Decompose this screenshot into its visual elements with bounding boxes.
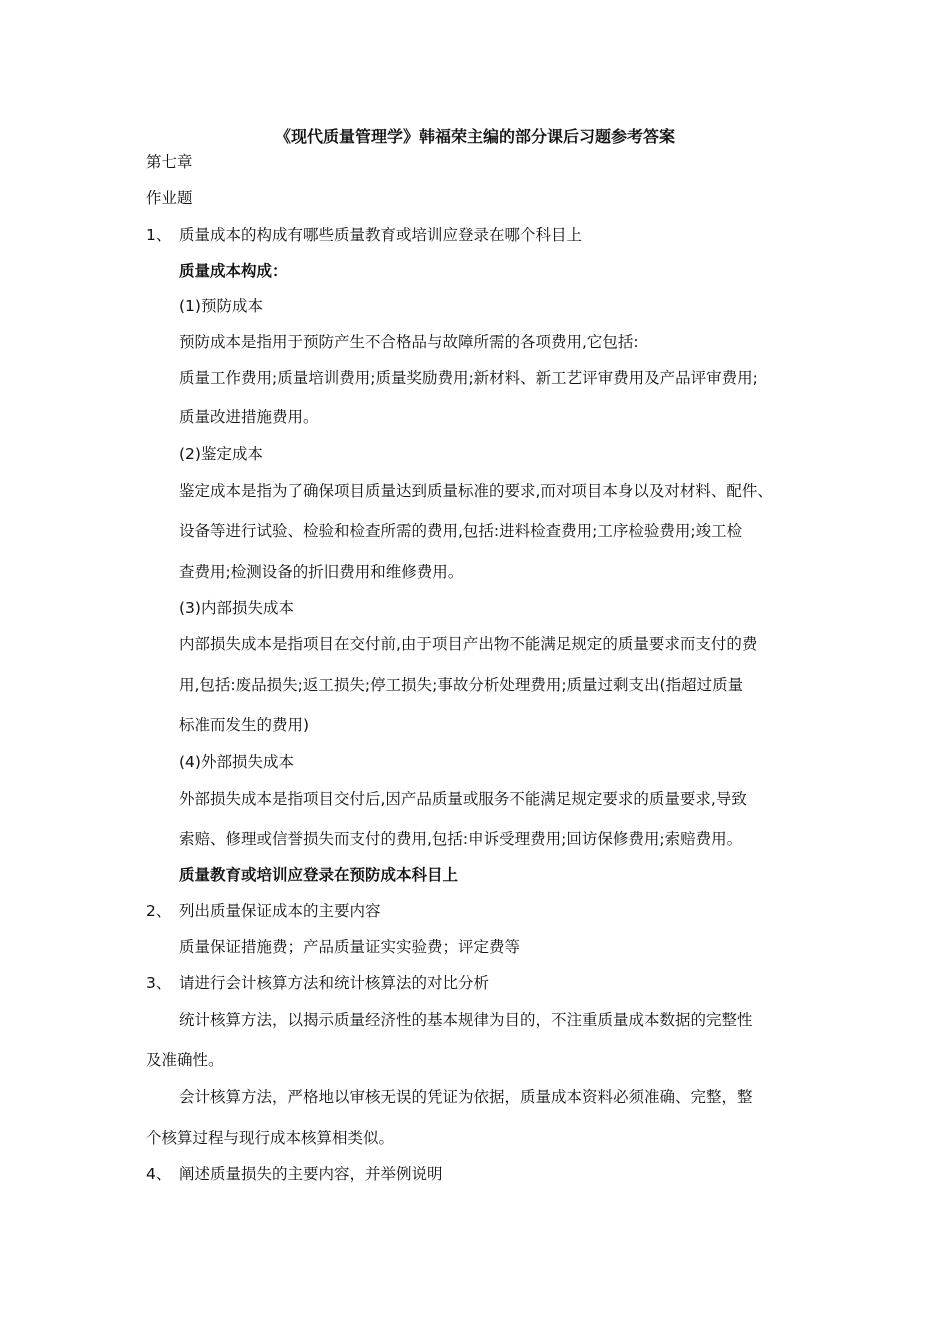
external-failure-line-1: 外部损失成本是指项目交付后,因产品质量或服务不能满足规定要求的质量要求,导致 <box>179 790 747 808</box>
statistical-method-line-1: 统计核算方法，以揭示质量经济性的基本规律为目的，不注重质量成本数据的完整性 <box>179 1011 753 1029</box>
question-4-text: 阐述质量损失的主要内容，并举例说明 <box>179 1165 443 1183</box>
document-title: 《现代质量管理学》韩福荣主编的部分课后习题参考答案 <box>274 127 675 146</box>
question-number-2: 2、 <box>146 902 172 920</box>
prevention-cost-line-3: 质量改进措施费用。 <box>179 408 319 426</box>
external-failure-line-2: 索赔、修理或信誉损失而支付的费用,包括:申诉受理费用;回访保修费用;索赔费用。 <box>179 830 743 848</box>
prevention-cost-line-1: 预防成本是指用于预防产生不合格品与故障所需的各项费用,它包括: <box>179 333 639 351</box>
section-heading: 作业题 <box>146 189 193 207</box>
internal-failure-title: (3)内部损失成本 <box>179 599 294 617</box>
appraisal-cost-line-2: 设备等进行试验、检验和检查所需的费用,包括:进料检查费用;工序检验费用;竣工检 <box>179 522 743 540</box>
question-number-4: 4、 <box>146 1165 172 1183</box>
question-3-text: 请进行会计核算方法和统计核算法的对比分析 <box>179 974 490 992</box>
question-2-text: 列出质量保证成本的主要内容 <box>179 902 381 920</box>
cost-structure-heading: 质量成本构成： <box>179 262 288 280</box>
question-1-text: 质量成本的构成有哪些质量教育或培训应登录在哪个科目上 <box>179 226 583 244</box>
prevention-cost-title: (1)预防成本 <box>179 297 263 315</box>
internal-failure-line-2: 用,包括:废品损失;返工损失;停工损失;事故分析处理费用;质量过剩支出(指超过质量 <box>179 676 744 694</box>
internal-failure-line-1: 内部损失成本是指项目在交付前,由于项目产出物不能满足规定的质量要求而支付的费 <box>179 635 758 653</box>
accounting-method-line-1: 会计核算方法，严格地以审核无误的凭证为依据，质量成本资料必须准确、完整，整 <box>179 1088 753 1106</box>
question-number-3: 3、 <box>146 974 172 992</box>
statistical-method-line-2: 及准确性。 <box>146 1051 224 1069</box>
prevention-cost-line-2: 质量工作费用;质量培训费用;质量奖励费用;新材料、新工艺评审费用及产品评审费用; <box>179 369 758 387</box>
question-2-answer: 质量保证措施费；产品质量证实实验费；评定费等 <box>179 938 521 956</box>
appraisal-cost-title: (2)鉴定成本 <box>179 445 263 463</box>
question-1-conclusion: 质量教育或培训应登录在预防成本科目上 <box>179 866 459 884</box>
internal-failure-line-3: 标准而发生的费用) <box>179 716 310 734</box>
question-number-1: 1、 <box>146 226 172 244</box>
appraisal-cost-line-1: 鉴定成本是指为了确保项目质量达到质量标准的要求,而对项目本身以及对材料、配件、 <box>179 482 773 500</box>
accounting-method-line-2: 个核算过程与现行成本核算相类似。 <box>146 1129 395 1147</box>
appraisal-cost-line-3: 查费用;检测设备的折旧费用和维修费用。 <box>179 563 464 581</box>
chapter-heading: 第七章 <box>146 153 193 171</box>
external-failure-title: (4)外部损失成本 <box>179 753 294 771</box>
